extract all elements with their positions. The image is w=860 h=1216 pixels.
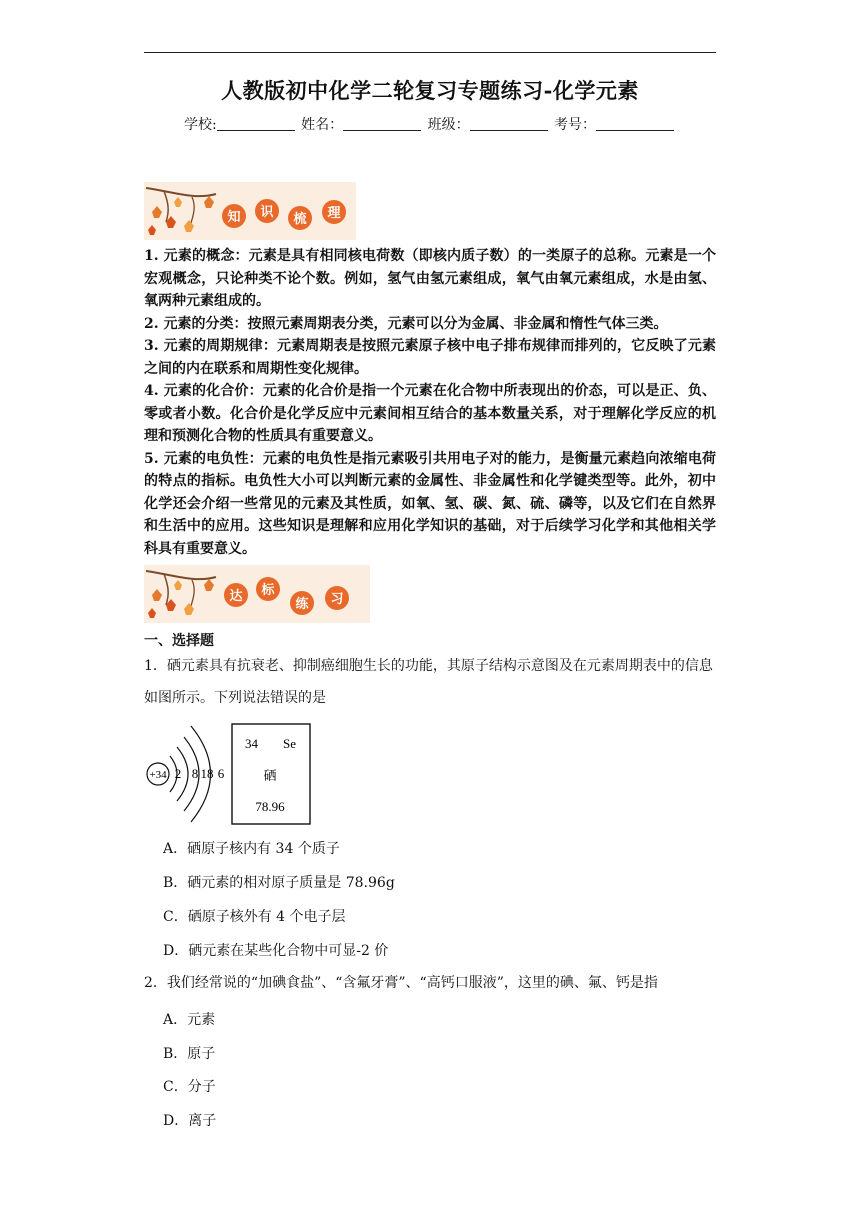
- banner-char: 习: [330, 592, 344, 607]
- banner-char: 达: [229, 589, 243, 604]
- knowledge-banner-graphic: [144, 182, 356, 240]
- practice-banner-graphic: [144, 565, 370, 623]
- banner-char: 标: [261, 583, 275, 598]
- name-label: 姓名：: [301, 117, 344, 133]
- q2-option-b[interactable]: B．原子: [163, 1046, 216, 1062]
- name-blank[interactable]: [343, 116, 421, 131]
- knowledge-banner: [144, 182, 370, 240]
- knowledge-point-1: 1. 元素的概念：元素是具有相同核电荷数（即核内质子数）的一类原子的总称。元素是一个宏观概念，只论种类不论个数。例如，氢气由氢元素组成，氧气由氧元素组成，水是由氢、氧两种元素组成的。: [144, 248, 716, 309]
- class-label: 班级：: [427, 117, 470, 133]
- q2-option-c[interactable]: C．分子: [163, 1079, 216, 1095]
- q2-option-d[interactable]: D．离子: [163, 1113, 217, 1129]
- top-rule: [144, 52, 716, 53]
- banner-char: 识: [260, 205, 274, 220]
- nucleus-icon: [147, 763, 169, 785]
- page-title: 人教版初中化学二轮复习专题练习-化学元素: [221, 78, 639, 103]
- banner-char: 理: [327, 206, 341, 221]
- shell-count: 8: [191, 766, 199, 781]
- atom-structure-diagram: [144, 720, 344, 828]
- knowledge-point-4: 4. 元素的化合价：元素的化合价是指一个元素在化合物中所表现出的价态，可以是正、负、零或者小数。化合价是化学反应中元素间相互结合的基本数量关系，对于理解化学反应的机理和预测化合物的性质具有重要意义。: [144, 383, 716, 444]
- practice-banner: [144, 565, 370, 623]
- element-symbol: Se: [283, 736, 296, 751]
- knowledge-point-5: 5. 元素的电负性：元素的电负性是指元素吸引共用电子对的能力，是衡量元素趋向浓缩电荷的特点的指标。电负性大小可以判断元素的金属性、非金属性和化学键类型等。此外，初中化学还会介绍一些常见的元素及其性质，如氧、氢、碳、氮、硫、磷等，以及它们在自然界和生活中的应用。这些知识是理解和应用化学知识的基础，对于后续学习化学和其他相关学科具有重要意义。: [144, 450, 716, 557]
- shell-count: 6: [217, 766, 225, 781]
- knowledge-point-3: 3. 元素的周期规律：元素周期表是按照元素原子核中电子排布规律而排列的，它反映了元素之间的内在联系和周期性变化规律。: [144, 338, 716, 377]
- q1-option-d[interactable]: D．硒元素在某些化合物中可显-2 价: [163, 943, 389, 959]
- atomic-number: 34: [245, 736, 258, 751]
- student-info-line: [0, 114, 860, 134]
- svg-text:+34: +34: [149, 769, 167, 781]
- school-label: 学校:: [183, 117, 217, 133]
- selenium-figure: [144, 720, 344, 828]
- question-2-stem: 2．我们经常说的“加碘食盐”、“含氟牙膏”、“高钙口服液”，这里的碘、氟、钙是指: [144, 975, 658, 991]
- banner-char: 知: [227, 210, 241, 225]
- atomic-mass: 78.96: [255, 799, 285, 814]
- banner-char: 练: [295, 597, 309, 612]
- exam-no-label: 考号：: [554, 117, 597, 133]
- q1-option-c[interactable]: C．硒原子核外有 4 个电子层: [163, 909, 346, 925]
- exam-no-blank[interactable]: [596, 116, 674, 131]
- question-1-stem: 1．硒元素具有抗衰老、抑制癌细胞生长的功能，其原子结构示意图及在元素周期表中的信息如图所示。下列说法错误的是: [144, 658, 713, 706]
- knowledge-points: [144, 245, 716, 560]
- knowledge-point-2: 2. 元素的分类：按照元素周期表分类，元素可以分为金属、非金属和惰性气体三类。: [144, 315, 668, 332]
- q2-option-a[interactable]: A．元素: [163, 1012, 216, 1028]
- periodic-table-cell: [232, 724, 310, 824]
- class-blank[interactable]: [470, 116, 548, 131]
- banner-char: 梳: [293, 212, 307, 227]
- section-heading: 一、选择题: [144, 633, 214, 649]
- q1-option-a[interactable]: A．硒原子核内有 34 个质子: [163, 841, 340, 857]
- q1-option-b[interactable]: B．硒元素的相对原子质量是 78.96g: [163, 875, 395, 891]
- shell-count: 2: [174, 766, 182, 781]
- school-blank[interactable]: [217, 116, 295, 131]
- element-name: 硒: [263, 769, 277, 784]
- shell-count: 18: [200, 766, 214, 781]
